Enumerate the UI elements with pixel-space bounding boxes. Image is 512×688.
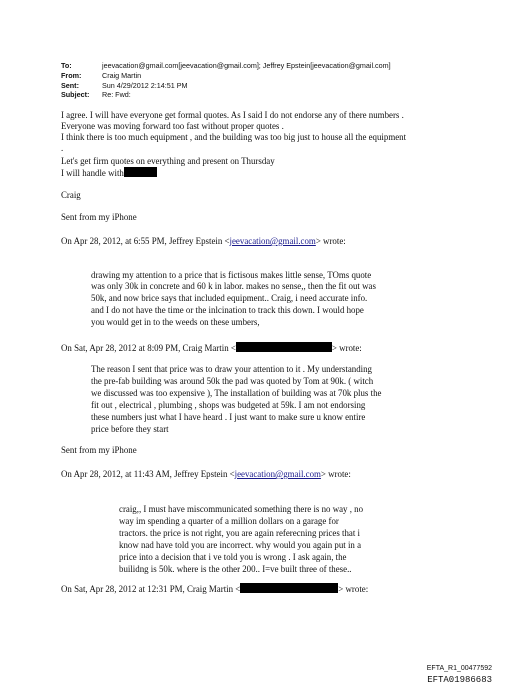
body-line: I agree. I will have everyone get formal quotes. As I said I do not endorse any of there numbers . [61,110,404,120]
quoted-line: craig,, I must have miscommunicated something there is no way , no [119,504,364,514]
body-text: I will handle with [61,168,124,178]
body-line: Everyone was moving forward too fast without proper quotes . [61,121,284,131]
quoted-line: builidng is 50k. where is the other 200.. I=ve built three of these.. [119,564,352,574]
to-value: jeevacation@gmail.com[jeevacation@gmail.com]; Jeffrey Epstein[jeevacation@gmail.com] [102,61,391,70]
quote-intro-text: > wrote: [320,469,351,479]
bates-id-small: EFTA_R1_00477592 [426,665,492,672]
sent-from-iphone: Sent from my iPhone [61,212,137,222]
sent-label: Sent: [61,81,79,90]
redaction-box [240,583,338,593]
quoted-line: The reason I sent that price was to draw your attention to it . My understanding [91,364,372,374]
quoted-line: 50k, and now brice says that included equipment.. Craig, i need accurate info. [91,293,368,303]
quote-intro-text: > wrote: [338,584,369,594]
quote-intro [61,342,362,354]
quoted-line: price into a decision that i ve told you is wrong . I ask again, the [119,552,347,562]
subject-label: Subject: [61,90,90,99]
body-line: I think there is too much equipment , and the building was too big just to house all the equipment [61,132,407,142]
email-link[interactable]: jeevacation@gmail.com [234,469,321,479]
quote-intro-text: On Apr 28, 2012, at 11:43 AM, Jeffrey Epstein < [61,469,235,479]
body-line: . [61,143,64,153]
quote-intro-text: On Apr 28, 2012, at 6:55 PM, Jeffrey Epstein < [61,236,230,246]
subject-value: Re: Fwd: [102,90,131,99]
quoted-line: tractors. the price is not right, you are again referecning prices that i [119,528,361,538]
quoted-line: the pre-fab building was around 50k the pad was quoted by Tom at 90k. ( witch [91,376,374,386]
email-link[interactable]: jeevacation@gmail.com [229,236,316,246]
redaction-box [124,167,157,177]
sent-from-iphone: Sent from my iPhone [61,445,137,455]
quote-intro [61,583,368,595]
quote-intro-text: On Sat, Apr 28, 2012 at 8:09 PM, Craig Martin < [61,343,236,353]
signature: Craig [61,190,81,200]
bates-id: EFTA01986683 [427,675,492,685]
quote-intro-text: > wrote: [331,343,362,353]
quote-intro [61,469,351,480]
body-line: Let's get firm quotes on everything and present on Thursday [61,156,275,166]
quoted-line: you would get in to the weeds on these umbers, [91,317,260,327]
quote-intro [61,236,346,247]
body-line-with-redaction [61,167,157,179]
quote-intro-text: On Sat, Apr 28, 2012 at 12:31 PM, Craig Martin < [61,584,241,594]
quoted-line: know nad have told you are incorrect. why would you again put in a [119,540,362,550]
quoted-line: drawing my attention to a price that is fictisous makes little sense, TOms quote [91,270,372,280]
quote-intro-text: > wrote: [315,236,346,246]
from-label: From: [61,71,82,80]
quoted-line: way im spending a quarter of a million dollars on a garage for [119,516,339,526]
quoted-line: we discussed was too expensive ), The installation of building was at 70k plus the [91,388,382,398]
quoted-line: these numbers just what I have heard . I just want to make sure u know entire [91,412,366,422]
quoted-line: price before they start [91,424,169,434]
sent-value: Sun 4/29/2012 2:14:51 PM [102,81,188,90]
to-label: To: [61,61,72,70]
quoted-line: and I do not have the time or the inlcination to track this down. I would hope [91,305,364,315]
redaction-box [236,342,332,352]
quoted-line: was only 30k in concrete and 60 k in labor. makes no sense,, then the fit out was [91,281,376,291]
from-value: Craig Martin [102,71,142,80]
quoted-line: fit out , electrical , plumbing , shops was budgeted at 59k. I am not endorsing [91,400,366,410]
